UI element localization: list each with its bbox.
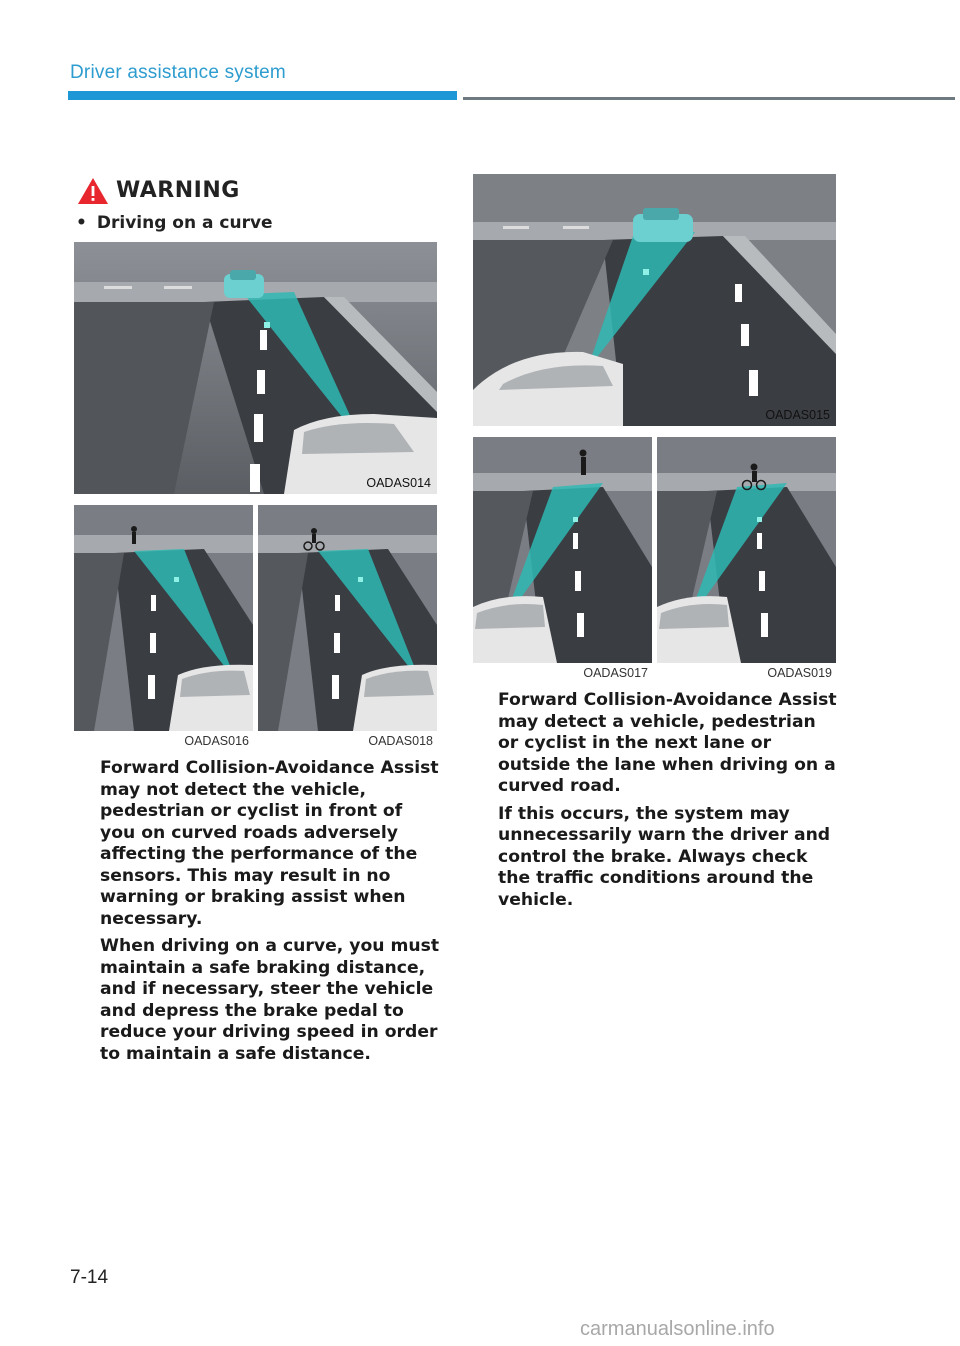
figure-code: OADAS017 xyxy=(583,666,648,680)
figure-oadas019 xyxy=(657,437,836,663)
warning-bullet xyxy=(76,213,273,233)
header-rule-accent xyxy=(68,91,457,100)
warning-bullet-text: Driving on a curve xyxy=(96,213,273,233)
figure-oadas014 xyxy=(74,242,437,494)
curve-road-pedestrian-illustration xyxy=(74,505,253,731)
figure-oadas018 xyxy=(258,505,437,731)
right-paragraph-1: Forward Collision-Avoidance Assist may detect a vehicle, pedestrian or cyclist in the next lane or outside the lane when driving on a curved road. xyxy=(498,690,837,796)
figure-code: OADAS016 xyxy=(184,734,249,748)
curve-road-vehicle-illustration xyxy=(74,242,437,494)
figure-code: OADAS014 xyxy=(366,476,431,490)
left-paragraph-2: When driving on a curve, you must maintain a safe braking distance, and if necessary, steer the vehicle and depress the brake pedal to reduce your driving speed in order to maintain a safe distance. xyxy=(100,936,440,1064)
figure-oadas016 xyxy=(74,505,253,731)
header-rule xyxy=(463,97,955,100)
curve-road-adjacent-cyclist-illustration xyxy=(657,437,836,663)
left-text-block xyxy=(100,758,440,1065)
right-text-block xyxy=(498,690,838,911)
figure-oadas017 xyxy=(473,437,652,663)
section-title: Driver assistance system xyxy=(70,62,286,83)
left-paragraph-1: Forward Collision-Avoidance Assist may not detect the vehicle, pedestrian or cyclist in front of you on curved roads adversely affecting the performance of the sensors. This may result in no warning or braking assist when necessary. xyxy=(100,758,439,929)
figure-code: OADAS018 xyxy=(368,734,433,748)
curve-road-cyclist-illustration xyxy=(258,505,437,731)
curve-road-adjacent-vehicle-illustration xyxy=(473,174,836,426)
figure-code: OADAS015 xyxy=(765,408,830,422)
page-number: 7-14 xyxy=(70,1267,109,1288)
right-paragraph-2: If this occurs, the system may unnecessarily warn the driver and control the brake. Always check the traffic conditions around the vehicle. xyxy=(498,803,831,910)
curve-road-adjacent-pedestrian-illustration xyxy=(473,437,652,663)
figure-code: OADAS019 xyxy=(767,666,832,680)
warning-icon xyxy=(76,176,110,206)
warning-title: WARNING xyxy=(116,178,240,203)
watermark: carmanualsonline.info xyxy=(580,1318,775,1340)
figure-oadas015 xyxy=(473,174,836,426)
bullet-marker: • xyxy=(76,213,87,233)
